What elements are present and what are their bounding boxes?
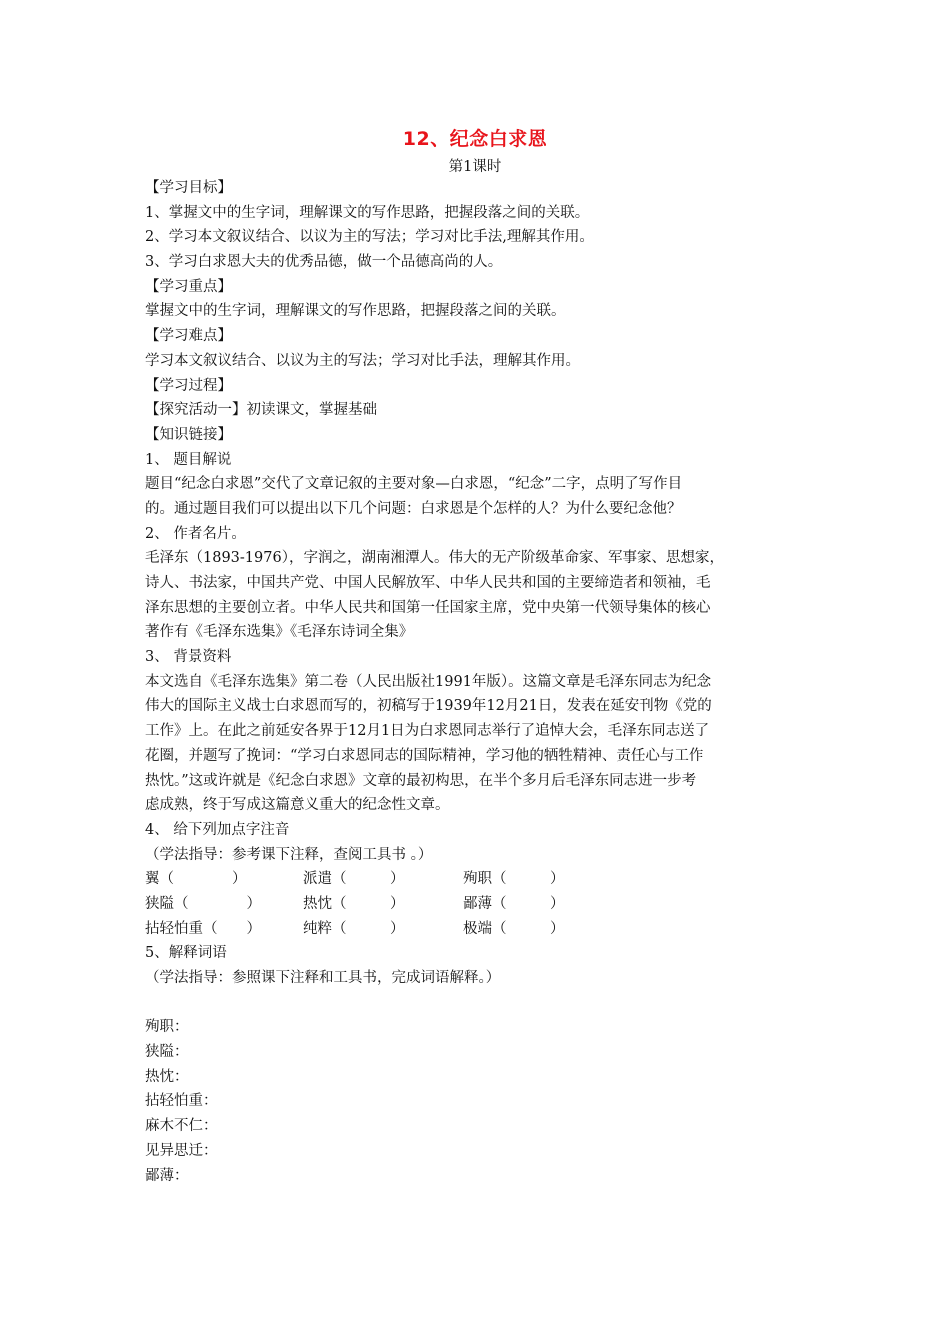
- pinyin-item-bibo: 鄙薄（ ）: [463, 895, 565, 912]
- term-rechen: 热忱：: [145, 1068, 189, 1085]
- background-line-6: 虑成熟，终于写成这篇意义重大的纪念性文章。: [145, 797, 450, 814]
- key-points-text: 掌握文中的生字词，理解课文的写作思路，把握段落之间的关联。: [145, 303, 566, 320]
- author-line-2: 诗人、书法家，中国共产党、中国人民解放军、中华人民共和国的主要缔造者和领袖，毛: [145, 575, 711, 591]
- background-line-5: 热忱。”这或许就是《纪念白求恩》文章的最初构思，在半个多月后毛泽东同志进一步考: [145, 772, 697, 789]
- lesson-subtitle: 第1课时: [448, 159, 502, 175]
- item-word-explanation: 5、解释词语: [145, 945, 227, 962]
- term-bibo: 鄙薄：: [145, 1167, 189, 1184]
- word-explanation-guide: （学法指导：参照课下注释和工具书，完成词语解释。）: [145, 970, 501, 986]
- item-author-card: 2、 作者名片。: [145, 525, 246, 542]
- pinyin-row-1: [145, 867, 815, 892]
- heading-knowledge-link: 【知识链接】: [145, 426, 232, 443]
- term-nianqingpazhong: 拈轻怕重：: [145, 1093, 218, 1110]
- term-xiaai: 狭隘：: [145, 1044, 189, 1061]
- pinyin-guide: （学法指导：参考课下注释，查阅工具书 。）: [145, 846, 433, 863]
- pinyin-item-nianqingpazhong: 拈轻怕重（ ）: [145, 920, 261, 937]
- pinyin-item-yi: 翼（ ）: [145, 871, 247, 888]
- background-line-2: 伟大的国际主义战士白求恩而写的，初稿写于1939年12月21日，发表在延安刊物《党的: [145, 698, 712, 715]
- term-jianyisiqian: 见异思迁：: [145, 1142, 218, 1159]
- title-explanation-line-2: 的。通过题目我们可以提出以下几个问题：白求恩是个怎样的人？为什么要纪念他？: [145, 500, 682, 517]
- heading-learning-goals: 【学习目标】: [145, 180, 232, 196]
- goal-3: 3、学习白求恩大夫的优秀品德，做一个品德高尚的人。: [145, 254, 503, 271]
- background-line-3: 工作》上。在此之前延安各界于12月1日为白求恩同志举行了追悼大会，毛泽东同志送了: [145, 723, 710, 740]
- background-line-1: 本文选自《毛泽东选集》第二卷（人民出版社1991年版）。这篇文章是毛泽东同志为纪念: [145, 673, 712, 690]
- difficulties-text: 学习本文叙议结合、以议为主的写法；学习对比手法，理解其作用。: [145, 352, 580, 369]
- document-body: [145, 176, 815, 1188]
- heading-difficulties: 【学习难点】: [145, 328, 232, 345]
- pinyin-item-paiqian: 派遣（ ）: [303, 871, 405, 888]
- background-line-4: 花圈，并题写了挽词：“学习白求恩同志的国际精神，学习他的牺牲精神、责任心与工作: [145, 747, 704, 764]
- item-title-explanation: 1、 题目解说: [145, 451, 232, 468]
- activity-one: 【探究活动一】初读课文，掌握基础: [145, 402, 377, 419]
- heading-key-points: 【学习重点】: [145, 278, 232, 295]
- pinyin-item-chuncui: 纯粹（ ）: [303, 920, 405, 937]
- page-title: 12、纪念白求恩: [402, 128, 548, 150]
- pinyin-row-3: [145, 917, 815, 942]
- author-line-1: 毛泽东（1893-1976），字润之，湖南湘潭人。伟大的无产阶级革命家、军事家、思想家，: [145, 550, 724, 567]
- pinyin-item-jiduan: 极端（ ）: [463, 920, 565, 937]
- pinyin-row-2: [145, 892, 815, 917]
- term-xunzhi: 殉职：: [145, 1019, 189, 1036]
- heading-process: 【学习过程】: [145, 377, 232, 394]
- spacer: [145, 991, 815, 1016]
- author-line-4: 著作有《毛泽东选集》《毛泽东诗词全集》: [145, 624, 414, 641]
- author-line-3: 泽东思想的主要创立者。中华人民共和国第一任国家主席，党中央第一代领导集体的核心: [145, 599, 711, 616]
- pinyin-item-xiaai: 狭隘（ ）: [145, 895, 261, 912]
- goal-2: 2、学习本文叙议结合、以议为主的写法；学习对比手法,理解其作用。: [145, 229, 594, 246]
- item-pinyin-task: 4、 给下列加点字注音: [145, 821, 290, 838]
- goal-1: 1、掌握文中的生字词，理解课文的写作思路，把握段落之间的关联。: [145, 204, 590, 221]
- pinyin-item-rechen: 热忱（ ）: [303, 895, 405, 912]
- term-mamuburen: 麻木不仁：: [145, 1118, 218, 1135]
- item-background: 3、 背景资料: [145, 649, 232, 666]
- title-explanation-line-1: 题目“纪念白求恩”交代了文章记叙的主要对象—白求恩，“纪念”二字，点明了写作目: [145, 476, 683, 493]
- pinyin-item-xunzhi: 殉职（ ）: [463, 871, 565, 888]
